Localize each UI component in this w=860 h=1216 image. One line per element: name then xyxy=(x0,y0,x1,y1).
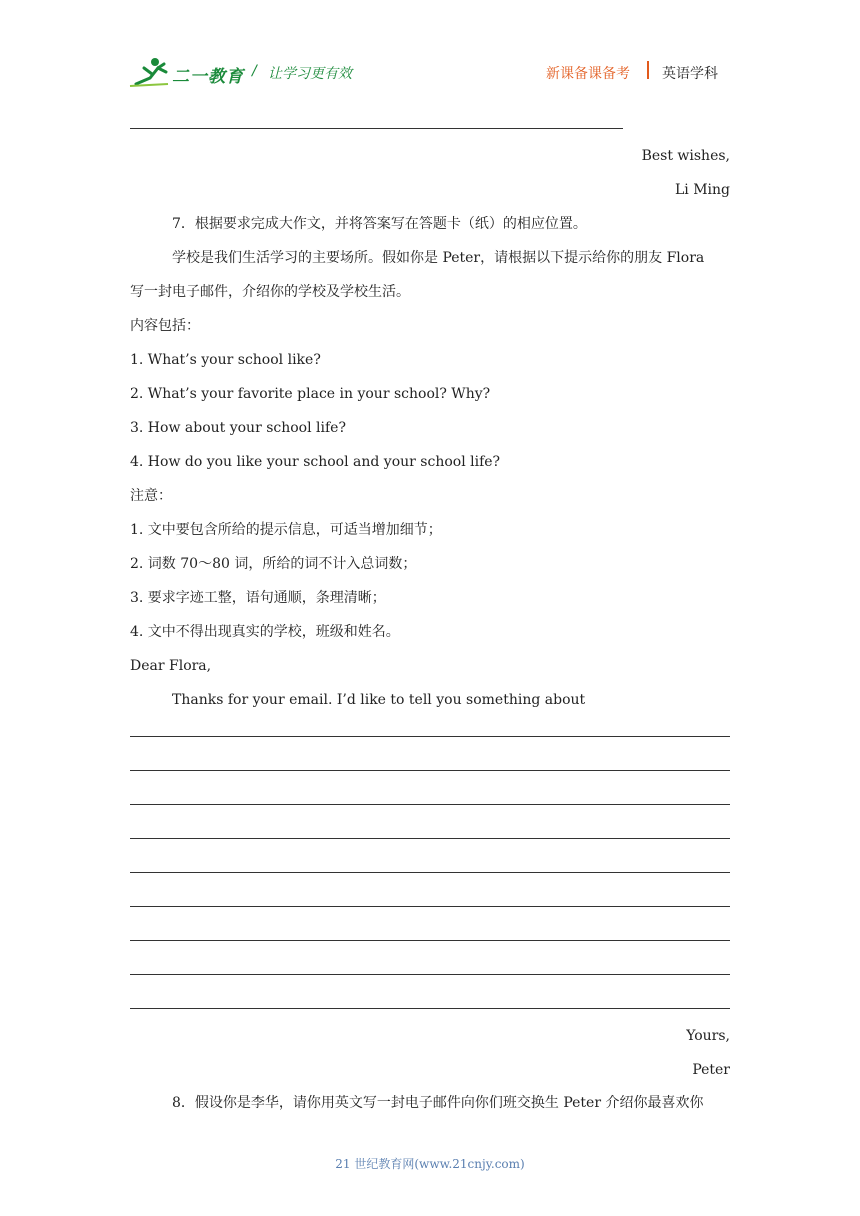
writing-line[interactable] xyxy=(130,872,730,873)
notes-label: 注意： xyxy=(130,488,172,504)
writing-line[interactable] xyxy=(130,906,730,907)
writing-line[interactable] xyxy=(130,1008,730,1009)
prompt-item: 4. How do you like your school and your school life? xyxy=(130,454,501,470)
letter-signature: Peter xyxy=(692,1062,730,1078)
writing-line[interactable] xyxy=(130,804,730,805)
letter-opening: Thanks for your email. I’d like to tell you something about xyxy=(172,692,586,708)
note-item: 1. 文中要包含所给的提示信息，可适当增加细节； xyxy=(130,522,442,538)
writing-line[interactable] xyxy=(130,940,730,941)
writing-line[interactable] xyxy=(130,974,730,975)
question-7-intro-line2: 写一封电子邮件，介绍你的学校及学校生活。 xyxy=(130,284,410,300)
brand-name: 二一教育 xyxy=(172,67,244,87)
header-subject: 英语学科 xyxy=(662,66,718,82)
contents-label: 内容包括： xyxy=(130,318,200,334)
question-8-title: 8．假设你是李华，请你用英文写一封电子邮件向你们班交换生 Peter 介绍你最喜欢你 xyxy=(172,1095,704,1111)
footer-text: 21 世纪教育网(www.21cnjy.com) xyxy=(335,1157,525,1171)
note-item: 3. 要求字迹工整，语句通顺，条理清晰； xyxy=(130,590,386,606)
answer-line xyxy=(130,128,623,129)
header-right-title: 新课备课备考 xyxy=(546,66,630,82)
prompt-item: 1. What’s your school like? xyxy=(130,352,321,368)
header-slash: / xyxy=(252,63,257,79)
letter-signature: Li Ming xyxy=(674,182,730,198)
prompt-item: 3. How about your school life? xyxy=(130,420,346,436)
header-slogan: 让学习更有效 xyxy=(268,66,352,82)
salutation: Dear Flora, xyxy=(130,658,212,674)
writing-line[interactable] xyxy=(130,770,730,771)
question-7-title: 7．根据要求完成大作文，并将答案写在答题卡（纸）的相应位置。 xyxy=(172,216,587,232)
letter-closing: Yours, xyxy=(686,1028,730,1044)
prompt-item: 2. What’s your favorite place in your school? Why? xyxy=(130,386,491,402)
writing-line[interactable] xyxy=(130,736,730,737)
note-item: 2. 词数 70～80 词，所给的词不计入总词数； xyxy=(130,556,417,572)
writing-line[interactable] xyxy=(130,838,730,839)
note-item: 4. 文中不得出现真实的学校，班级和姓名。 xyxy=(130,624,400,640)
header-separator xyxy=(647,61,649,79)
question-7-intro-line1: 学校是我们生活学习的主要场所。假如你是 Peter，请根据以下提示给你的朋友 Flora xyxy=(172,250,705,266)
letter-closing: Best wishes, xyxy=(641,148,730,164)
